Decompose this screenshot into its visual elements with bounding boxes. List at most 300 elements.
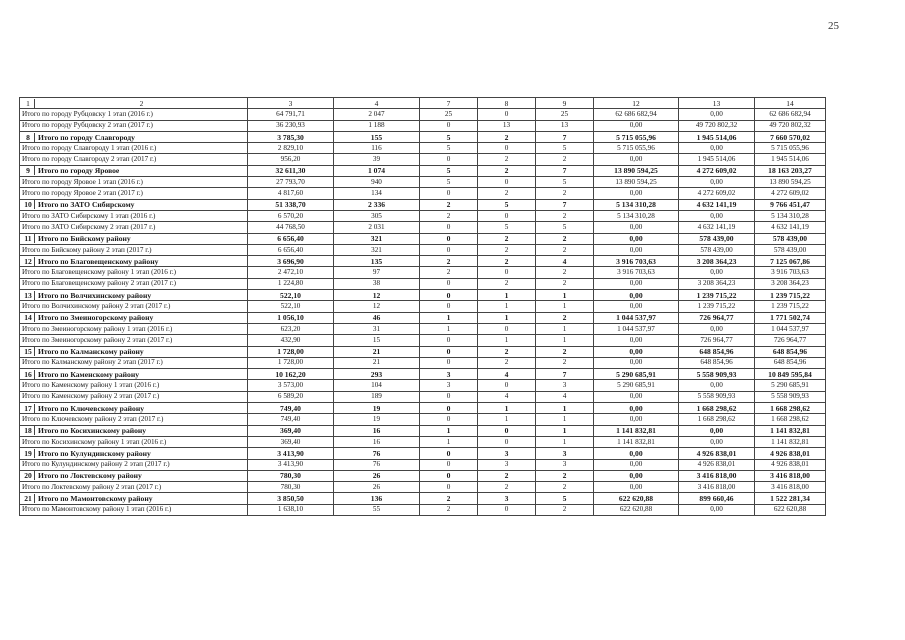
cell-c12: 0,00 [594, 278, 679, 289]
cell-c13: 0,00 [679, 380, 755, 391]
table-row [20, 222, 826, 233]
cell-c12: 5 715 055,96 [594, 131, 679, 142]
row-name-cell [20, 233, 248, 244]
cell-c14: 3 916 703,63 [755, 267, 826, 278]
cell-c9: 7 [536, 369, 594, 380]
cell-c14: 5 134 310,28 [755, 210, 826, 221]
cell-c7: 0 [420, 335, 478, 346]
cell-c7: 0 [420, 278, 478, 289]
cell-c12: 5 715 055,96 [594, 143, 679, 154]
cell-c7: 1 [420, 312, 478, 323]
cell-c7: 5 [420, 131, 478, 142]
cell-c7: 0 [420, 154, 478, 165]
row-index: 14 [22, 313, 35, 322]
cell-c4: 305 [334, 210, 420, 221]
row-name-cell: Итого по Косихинскому району 1 этап (2016 г.) [20, 436, 248, 447]
cell-c4: 940 [334, 177, 420, 188]
cell-c12: 13 890 594,25 [594, 165, 679, 176]
table-row [20, 482, 826, 493]
row-name-cell: Итого по городу Славгороду 2 этап (2017 г.) [20, 154, 248, 165]
row-name-cell: Итого по Благовещенскому району 2 этап (2017 г.) [20, 278, 248, 289]
row-name-cell: Итого по Каменскому району 1 этап (2016 г.) [20, 380, 248, 391]
cell-c3: 6 589,20 [248, 391, 334, 402]
cell-c4: 104 [334, 380, 420, 391]
cell-c12: 0,00 [594, 335, 679, 346]
cell-c12: 0,00 [594, 222, 679, 233]
cell-c12: 0,00 [594, 403, 679, 414]
cell-c13: 1 668 298,62 [679, 403, 755, 414]
cell-c12: 0,00 [594, 391, 679, 402]
row-name: Итого по Благовещенскому району [38, 256, 159, 266]
cell-c4: 46 [334, 312, 420, 323]
cell-c7: 5 [420, 165, 478, 176]
cell-c12: 5 134 310,28 [594, 199, 679, 210]
row-name-cell: Итого по городу Яровое 1 этап (2016 г.) [20, 177, 248, 188]
row-name-cell: Итого по Каменскому району 2 этап (2017 г.) [20, 391, 248, 402]
row-name: Итого по Калманскому району [38, 347, 144, 357]
row-name-cell: Итого по Змеиногорскому району 1 этап (2016 г.) [20, 323, 248, 334]
row-name-cell: Итого по Мамонтовскому району 1 этап (2016 г.) [20, 504, 248, 515]
cell-c3: 3 785,30 [248, 131, 334, 142]
cell-c8: 2 [478, 256, 536, 267]
header-col-9: 9 [536, 98, 594, 109]
row-name-cell [20, 199, 248, 210]
cell-c8: 3 [478, 459, 536, 470]
cell-c13: 4 272 609,02 [679, 165, 755, 176]
cell-c9: 2 [536, 346, 594, 357]
row-name: Итого по городу Славгороду [38, 132, 135, 142]
cell-c14: 10 849 595,84 [755, 369, 826, 380]
cell-c7: 25 [420, 109, 478, 120]
cell-c8: 0 [478, 380, 536, 391]
header-col-14: 14 [755, 98, 826, 109]
cell-c8: 0 [478, 267, 536, 278]
cell-c9: 1 [536, 414, 594, 425]
cell-c8: 2 [478, 154, 536, 165]
table-row [20, 267, 826, 278]
cell-c3: 780,30 [248, 482, 334, 493]
cell-c9: 1 [536, 290, 594, 301]
cell-c3: 3 573,00 [248, 380, 334, 391]
cell-c4: 189 [334, 391, 420, 402]
row-name-cell [20, 369, 248, 380]
table-row [20, 391, 826, 402]
header-col-12: 12 [594, 98, 679, 109]
cell-c12: 5 290 685,91 [594, 380, 679, 391]
cell-c3: 1 728,00 [248, 346, 334, 357]
cell-c7: 0 [420, 459, 478, 470]
cell-c13: 0,00 [679, 267, 755, 278]
cell-c13: 4 926 838,01 [679, 448, 755, 459]
table-row [20, 143, 826, 154]
cell-c7: 2 [420, 267, 478, 278]
cell-c9: 4 [536, 256, 594, 267]
cell-c9: 5 [536, 143, 594, 154]
row-index: 18 [22, 426, 35, 435]
row-index: 16 [22, 370, 35, 379]
cell-c13: 0,00 [679, 210, 755, 221]
cell-c3: 3 413,90 [248, 448, 334, 459]
cell-c12: 0,00 [594, 244, 679, 255]
cell-c12: 1 044 537,97 [594, 323, 679, 334]
cell-c9: 1 [536, 335, 594, 346]
cell-c4: 321 [334, 233, 420, 244]
cell-c8: 0 [478, 323, 536, 334]
cell-c8: 1 [478, 403, 536, 414]
cell-c4: 2 336 [334, 199, 420, 210]
cell-c9: 2 [536, 278, 594, 289]
header-col-8: 8 [478, 98, 536, 109]
total-row [20, 256, 826, 267]
row-name-cell: Итого по городу Яровое 2 этап (2017 г.) [20, 188, 248, 199]
cell-c8: 13 [478, 120, 536, 131]
cell-c14: 7 125 067,86 [755, 256, 826, 267]
cell-c8: 0 [478, 504, 536, 515]
row-name-cell: Итого по городу Рубцовску 1 этап (2016 г.) [20, 109, 248, 120]
cell-c3: 32 611,30 [248, 165, 334, 176]
cell-c4: 155 [334, 131, 420, 142]
cell-c8: 5 [478, 199, 536, 210]
cell-c7: 1 [420, 436, 478, 447]
cell-c9: 5 [536, 222, 594, 233]
row-index: 19 [22, 449, 35, 458]
cell-c12: 62 686 682,94 [594, 109, 679, 120]
cell-c14: 1 522 281,34 [755, 493, 826, 504]
total-row [20, 199, 826, 210]
cell-c14: 9 766 451,47 [755, 199, 826, 210]
row-name-cell: Итого по Благовещенскому району 1 этап (2016 г.) [20, 267, 248, 278]
cell-c9: 2 [536, 244, 594, 255]
cell-c13: 0,00 [679, 177, 755, 188]
table-row [20, 154, 826, 165]
cell-c4: 21 [334, 346, 420, 357]
cell-c4: 26 [334, 482, 420, 493]
cell-c3: 623,20 [248, 323, 334, 334]
cell-c9: 7 [536, 131, 594, 142]
table-row [20, 323, 826, 334]
table-row [20, 380, 826, 391]
cell-c7: 5 [420, 177, 478, 188]
cell-c4: 55 [334, 504, 420, 515]
cell-c8: 5 [478, 222, 536, 233]
cell-c4: 15 [334, 335, 420, 346]
row-name-cell: Итого по Кулундинскому району 2 этап (2017 г.) [20, 459, 248, 470]
cell-c13: 578 439,00 [679, 233, 755, 244]
cell-c8: 2 [478, 131, 536, 142]
cell-c14: 578 439,00 [755, 244, 826, 255]
cell-c12: 0,00 [594, 357, 679, 368]
row-name-cell [20, 256, 248, 267]
cell-c9: 3 [536, 459, 594, 470]
cell-c8: 2 [478, 357, 536, 368]
row-index: 15 [22, 347, 35, 356]
cell-c8: 0 [478, 436, 536, 447]
cell-c13: 4 632 141,19 [679, 222, 755, 233]
cell-c14: 1 771 502,74 [755, 312, 826, 323]
cell-c13: 3 208 364,23 [679, 256, 755, 267]
cell-c3: 369,40 [248, 425, 334, 436]
cell-c4: 31 [334, 323, 420, 334]
table-row [20, 459, 826, 470]
header-col-2: 2 [139, 98, 144, 108]
cell-c7: 0 [420, 346, 478, 357]
row-index: 12 [22, 257, 35, 266]
cell-c4: 2 047 [334, 109, 420, 120]
cell-c12: 5 134 310,28 [594, 210, 679, 221]
table-row [20, 278, 826, 289]
row-index: 11 [22, 234, 35, 243]
table-row [20, 120, 826, 131]
cell-c13: 3 416 818,00 [679, 470, 755, 481]
row-name-cell [20, 470, 248, 481]
cell-c3: 522,10 [248, 301, 334, 312]
cell-c4: 116 [334, 143, 420, 154]
header-cell-1-2 [20, 98, 248, 109]
cell-c14: 1 044 537,97 [755, 323, 826, 334]
cell-c4: 19 [334, 403, 420, 414]
cell-c14: 5 715 055,96 [755, 143, 826, 154]
cell-c9: 2 [536, 188, 594, 199]
cell-c7: 0 [420, 391, 478, 402]
cell-c9: 2 [536, 267, 594, 278]
row-name-cell: Итого по Локтевскому району 2 этап (2017 г.) [20, 482, 248, 493]
cell-c13: 0,00 [679, 425, 755, 436]
cell-c3: 3 413,90 [248, 459, 334, 470]
cell-c14: 5 558 909,93 [755, 391, 826, 402]
row-index: 21 [22, 494, 35, 503]
cell-c14: 1 141 832,81 [755, 436, 826, 447]
cell-c9: 5 [536, 177, 594, 188]
cell-c13: 49 720 802,32 [679, 120, 755, 131]
page-number: 25 [828, 20, 839, 32]
cell-c4: 1 188 [334, 120, 420, 131]
cell-c14: 578 439,00 [755, 233, 826, 244]
cell-c13: 726 964,77 [679, 312, 755, 323]
cell-c4: 97 [334, 267, 420, 278]
cell-c14: 7 660 570,02 [755, 131, 826, 142]
row-name-cell [20, 493, 248, 504]
table-row [20, 335, 826, 346]
row-name: Итого по Мамонтовскому району [38, 494, 153, 504]
cell-c8: 0 [478, 177, 536, 188]
table-row [20, 414, 826, 425]
cell-c8: 3 [478, 448, 536, 459]
row-name: Итого по Косихинскому району [38, 426, 147, 436]
cell-c7: 1 [420, 323, 478, 334]
table-body [20, 98, 826, 516]
cell-c13: 4 926 838,01 [679, 459, 755, 470]
cell-c4: 38 [334, 278, 420, 289]
cell-c14: 5 290 685,91 [755, 380, 826, 391]
cell-c12: 0,00 [594, 290, 679, 301]
cell-c3: 369,40 [248, 436, 334, 447]
header-col-1: 1 [22, 99, 35, 108]
cell-c14: 3 208 364,23 [755, 278, 826, 289]
row-index: 20 [22, 471, 35, 480]
row-name-cell [20, 290, 248, 301]
cell-c4: 16 [334, 425, 420, 436]
cell-c7: 0 [420, 244, 478, 255]
cell-c3: 44 768,50 [248, 222, 334, 233]
row-name-cell: Итого по городу Славгороду 1 этап (2016 г.) [20, 143, 248, 154]
cell-c9: 25 [536, 109, 594, 120]
row-name-cell: Итого по ЗАТО Сибирскому 1 этап (2016 г.) [20, 210, 248, 221]
cell-c13: 1 239 715,22 [679, 290, 755, 301]
total-row [20, 290, 826, 301]
cell-c12: 0,00 [594, 470, 679, 481]
cell-c4: 16 [334, 436, 420, 447]
row-name: Итого по Бийскому району [38, 234, 131, 244]
cell-c14: 3 416 818,00 [755, 482, 826, 493]
cell-c8: 2 [478, 188, 536, 199]
row-name-cell: Итого по Волчихинскому району 2 этап (2017 г.) [20, 301, 248, 312]
table-row [20, 244, 826, 255]
cell-c3: 36 230,93 [248, 120, 334, 131]
cell-c3: 780,30 [248, 470, 334, 481]
row-name-cell: Итого по Змеиногорскому району 2 этап (2017 г.) [20, 335, 248, 346]
cell-c3: 6 570,20 [248, 210, 334, 221]
cell-c3: 10 162,20 [248, 369, 334, 380]
cell-c3: 2 472,10 [248, 267, 334, 278]
cell-c12: 0,00 [594, 233, 679, 244]
row-name-cell [20, 403, 248, 414]
total-row [20, 425, 826, 436]
cell-c13: 0,00 [679, 323, 755, 334]
cell-c9: 2 [536, 154, 594, 165]
total-row [20, 470, 826, 481]
total-row [20, 493, 826, 504]
cell-c12: 3 916 703,63 [594, 256, 679, 267]
cell-c8: 4 [478, 369, 536, 380]
cell-c3: 6 656,40 [248, 244, 334, 255]
cell-c13: 899 660,46 [679, 493, 755, 504]
cell-c12: 622 620,88 [594, 493, 679, 504]
table-row [20, 188, 826, 199]
row-name: Итого по Волчихинскому району [38, 290, 152, 300]
row-name-cell [20, 425, 248, 436]
cell-c12: 0,00 [594, 154, 679, 165]
cell-c14: 648 854,96 [755, 357, 826, 368]
cell-c3: 749,40 [248, 414, 334, 425]
row-index: 17 [22, 404, 35, 413]
cell-c13: 4 632 141,19 [679, 199, 755, 210]
cell-c12: 0,00 [594, 346, 679, 357]
cell-c12: 0,00 [594, 482, 679, 493]
cell-c12: 0,00 [594, 301, 679, 312]
cell-c12: 1 141 832,81 [594, 425, 679, 436]
cell-c13: 1 668 298,62 [679, 414, 755, 425]
cell-c13: 0,00 [679, 436, 755, 447]
cell-c14: 1 239 715,22 [755, 290, 826, 301]
cell-c4: 19 [334, 414, 420, 425]
header-col-13: 13 [679, 98, 755, 109]
cell-c14: 62 686 682,94 [755, 109, 826, 120]
cell-c4: 2 031 [334, 222, 420, 233]
cell-c8: 2 [478, 165, 536, 176]
cell-c8: 1 [478, 335, 536, 346]
cell-c14: 1 141 832,81 [755, 425, 826, 436]
total-row [20, 312, 826, 323]
cell-c8: 2 [478, 346, 536, 357]
cell-c13: 5 558 909,93 [679, 369, 755, 380]
row-name-cell: Итого по Бийскому району 2 этап (2017 г.) [20, 244, 248, 255]
cell-c9: 7 [536, 199, 594, 210]
cell-c3: 1 728,00 [248, 357, 334, 368]
cell-c8: 0 [478, 425, 536, 436]
cell-c12: 3 916 703,63 [594, 267, 679, 278]
cell-c7: 0 [420, 357, 478, 368]
cell-c14: 49 720 802,32 [755, 120, 826, 131]
row-name: Итого по Ключевскому району [38, 403, 145, 413]
table-row [20, 210, 826, 221]
cell-c12: 622 620,88 [594, 504, 679, 515]
total-row [20, 165, 826, 176]
cell-c7: 0 [420, 470, 478, 481]
cell-c3: 522,10 [248, 290, 334, 301]
cell-c8: 2 [478, 470, 536, 481]
cell-c13: 4 272 609,02 [679, 188, 755, 199]
cell-c14: 648 854,96 [755, 346, 826, 357]
cell-c13: 726 964,77 [679, 335, 755, 346]
cell-c14: 4 632 141,19 [755, 222, 826, 233]
cell-c9: 3 [536, 448, 594, 459]
cell-c4: 26 [334, 470, 420, 481]
row-name-cell: Итого по городу Рубцовску 2 этап (2017 г.) [20, 120, 248, 131]
table-row [20, 177, 826, 188]
cell-c13: 1 239 715,22 [679, 301, 755, 312]
summary-table [19, 97, 826, 516]
cell-c8: 2 [478, 244, 536, 255]
cell-c7: 0 [420, 403, 478, 414]
cell-c4: 39 [334, 154, 420, 165]
cell-c3: 27 793,70 [248, 177, 334, 188]
cell-c12: 0,00 [594, 120, 679, 131]
cell-c9: 2 [536, 312, 594, 323]
table-row [20, 301, 826, 312]
cell-c14: 1 668 298,62 [755, 403, 826, 414]
cell-c3: 432,90 [248, 335, 334, 346]
cell-c14: 1 945 514,06 [755, 154, 826, 165]
cell-c9: 1 [536, 403, 594, 414]
cell-c8: 2 [478, 482, 536, 493]
cell-c4: 21 [334, 357, 420, 368]
cell-c14: 726 964,77 [755, 335, 826, 346]
cell-c12: 0,00 [594, 188, 679, 199]
row-name-cell [20, 165, 248, 176]
cell-c4: 76 [334, 459, 420, 470]
cell-c3: 2 829,10 [248, 143, 334, 154]
cell-c9: 1 [536, 323, 594, 334]
table-row [20, 436, 826, 447]
cell-c8: 2 [478, 278, 536, 289]
row-name: Итого по Змеиногорскому району [38, 313, 154, 323]
cell-c7: 3 [420, 369, 478, 380]
table-row [20, 357, 826, 368]
cell-c14: 622 620,88 [755, 504, 826, 515]
row-name-cell [20, 448, 248, 459]
row-index: 9 [22, 166, 35, 175]
cell-c13: 0,00 [679, 109, 755, 120]
total-row [20, 369, 826, 380]
cell-c3: 956,20 [248, 154, 334, 165]
cell-c7: 0 [420, 448, 478, 459]
cell-c12: 5 290 685,91 [594, 369, 679, 380]
row-index: 13 [22, 291, 35, 300]
row-name-cell: Итого по Ключевскому району 2 этап (2017 г.) [20, 414, 248, 425]
cell-c4: 12 [334, 301, 420, 312]
cell-c8: 3 [478, 493, 536, 504]
row-index: 8 [22, 133, 35, 142]
